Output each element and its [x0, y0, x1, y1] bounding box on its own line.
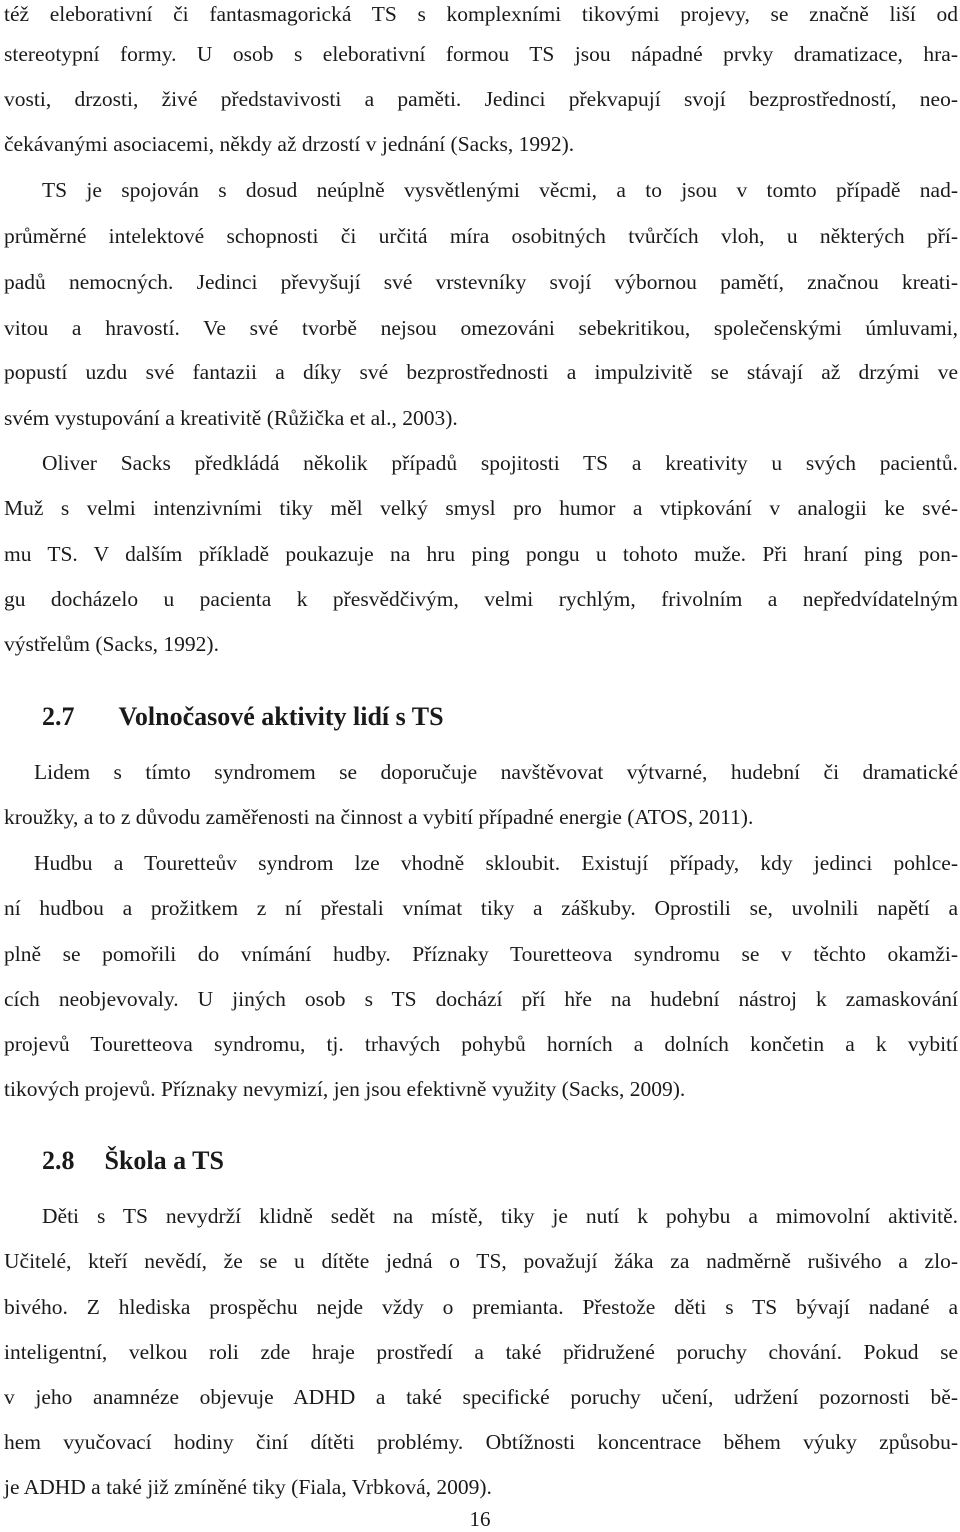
text-line: Hudbu a Touretteův syndrom lze vhodně skloubit. Existují případy, kdy jedinci pohlce- [34, 851, 958, 875]
text-line: projevů Touretteova syndromu, tj. trhavých pohybů horních a dolních končetin a k vybití [4, 1032, 958, 1056]
text-line: je ADHD a také již zmíněné tiky (Fiala, Vrbková, 2009). [4, 1475, 492, 1499]
text-line: gu docházelo u pacienta k přesvědčivým, velmi rychlým, frivolním a nepředvídatelným [4, 587, 958, 611]
text-line: popustí uzdu své fantazii a díky své bezprostřednosti a impulzivitě se stávají až drzými ve [4, 360, 958, 384]
text-line: vitou a hravostí. Ve své tvorbě nejsou omezováni sebekritikou, společenskými úmluvami, [4, 316, 958, 340]
text-line: plně se pomořili do vnímání hudby. Příznaky Touretteova syndromu se v těchto okamži- [4, 942, 958, 966]
text-line: výstřelům (Sacks, 1992). [4, 632, 219, 656]
text-line: Děti s TS nevydrží klidně sedět na místě, tiky je nutí k pohybu a mimovolní aktivitě. [42, 1204, 958, 1228]
text-line: cích neobjevovaly. U jiných osob s TS dochází pří hře na hudební nástroj k zamaskování [4, 987, 958, 1011]
text-line: čekávanými asociacemi, někdy až drzostí v jednání (Sacks, 1992). [4, 132, 575, 156]
text-line: svém vystupování a kreativitě (Růžička et al., 2003). [4, 406, 458, 430]
text-line: vosti, drzosti, živé představivosti a paměti. Jedinci překvapují svojí bezprostředností, neo- [4, 87, 958, 111]
text-line: mu TS. V dalším příkladě poukazuje na hru ping pongu u tohoto muže. Při hraní ping pon- [4, 542, 958, 566]
text-line: tikových projevů. Příznaky nevymizí, jen jsou efektivně využity (Sacks, 2009). [4, 1077, 686, 1101]
text-line: padů nemocných. Jedinci převyšují své vrstevníky svojí výbornou pamětí, značnou kreati- [4, 270, 958, 294]
text-line: Oliver Sacks předkládá několik případů spojitosti TS a kreativity u svých pacientů. [42, 451, 958, 475]
section-title: Škola a TS [104, 1146, 224, 1175]
text-line: Lidem s tímto syndromem se doporučuje navštěvovat výtvarné, hudební či dramatické [34, 760, 958, 784]
text-line: hem vyučovací hodiny činí dítěti problémy. Obtížnosti koncentrace během výuky způsobu- [4, 1430, 958, 1454]
text-line: ní hudbou a prožitkem z ní přestali vnímat tiky a záškuby. Oprostili se, uvolnili napětí a [4, 896, 958, 920]
text-line: TS je spojován s dosud neúplně vysvětlenými věcmi, a to jsou v tomto případě nad- [42, 178, 958, 202]
section-heading-2-8 [42, 1146, 224, 1176]
section-number: 2.7 [42, 702, 75, 731]
section-title: Volnočasové aktivity lidí s TS [118, 702, 444, 731]
text-line: Učitelé, kteří nevědí, že se u dítěte jedná o TS, považují žáka za nadměrně rušivého a zlo- [4, 1249, 958, 1273]
section-heading-2-7 [42, 702, 444, 732]
text-line: v jeho anamnéze objevuje ADHD a také specifické poruchy učení, udržení pozornosti bě- [4, 1385, 958, 1409]
text-line: též eleborativní či fantasmagorická TS s komplexními tikovými projevy, se značně liší od [4, 2, 958, 26]
section-number: 2.8 [42, 1146, 75, 1175]
text-line: inteligentní, velkou roli zde hraje prostředí a také přidružené poruchy chování. Pokud se [4, 1340, 958, 1364]
text-line: bivého. Z hlediska prospěchu nejde vždy o premianta. Přestože děti s TS bývají nadané a [4, 1295, 958, 1319]
page-number: 16 [469, 1507, 491, 1531]
text-line: stereotypní formy. U osob s eleborativní formou TS jsou nápadné prvky dramatizace, hra- [4, 42, 958, 66]
text-line: Muž s velmi intenzivními tiky měl velký smysl pro humor a vtipkování v analogii ke své- [4, 496, 958, 520]
text-line: průměrné intelektové schopnosti či určitá míra osobitných tvůrčích vloh, u některých pří- [4, 224, 958, 248]
text-line: kroužky, a to z důvodu zaměřenosti na činnost a vybití případné energie (ATOS, 2011). [4, 805, 754, 829]
